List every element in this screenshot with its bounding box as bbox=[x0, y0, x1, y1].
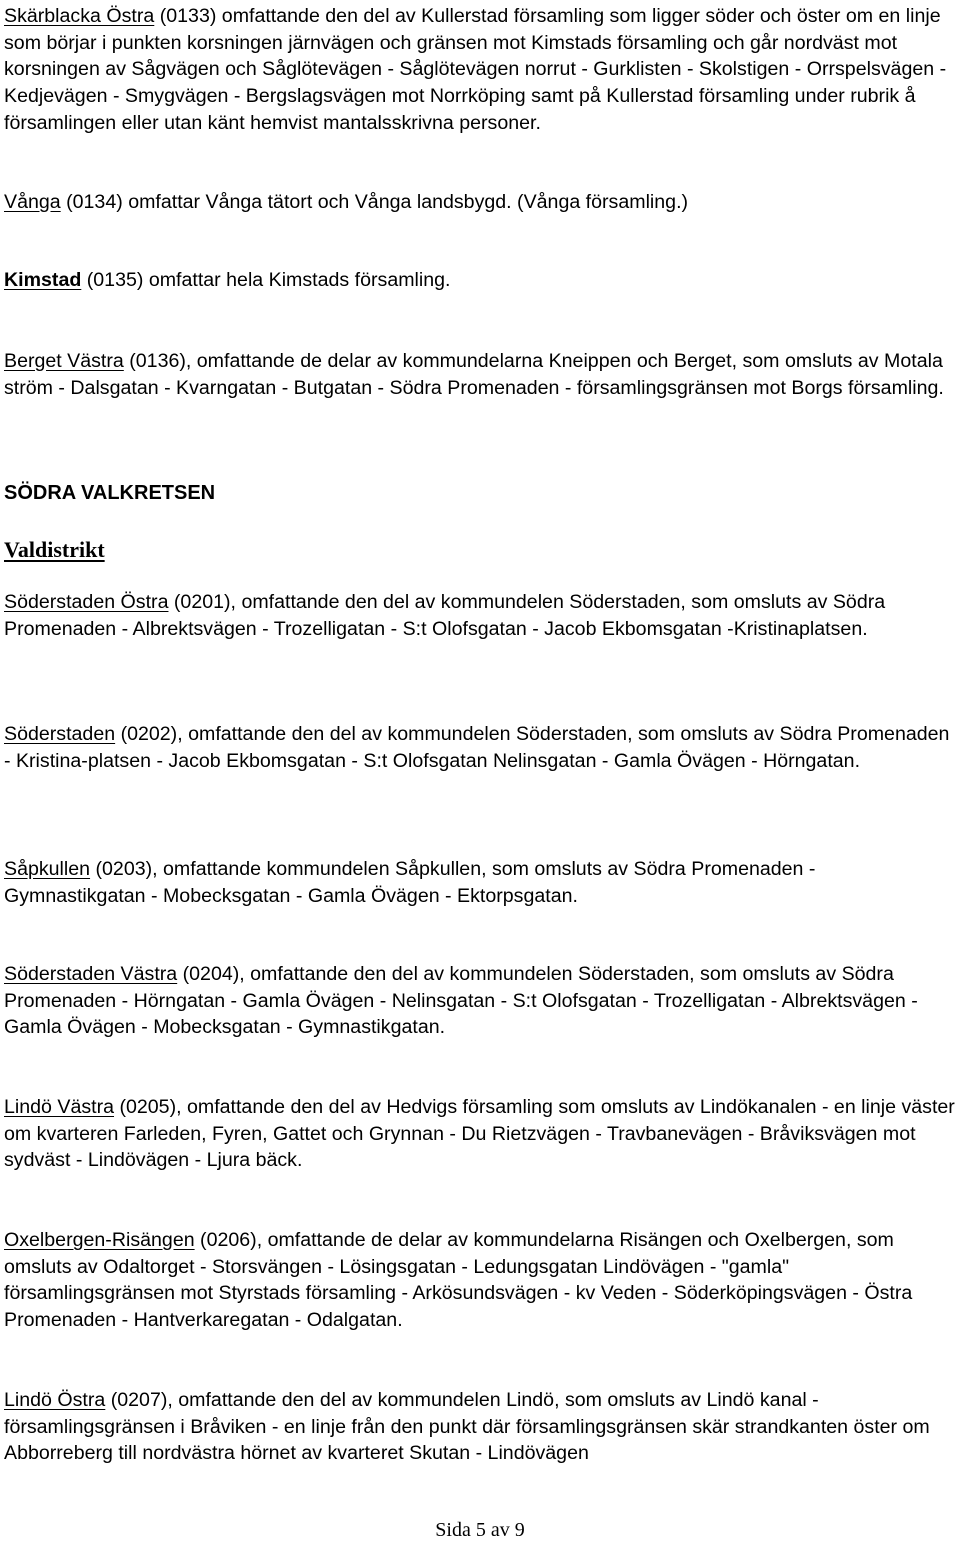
entry-vanga bbox=[4, 189, 956, 216]
page-footer: Sida 5 av 9 bbox=[435, 1519, 525, 1541]
sub-heading: Valdistrikt bbox=[4, 537, 105, 562]
district-0201 bbox=[4, 589, 956, 642]
entry-text: (0136), omfattande de delar av kommundelarna Kneippen och Berget, som omsluts av Motala ström - Dalsgatan - Kvarngatan - Butgatan - Södra Promenaden - församlingsgränsen mot Borgs församling. bbox=[4, 350, 944, 399]
entry-kimstad bbox=[4, 267, 956, 294]
district-text: (0207), omfattande den del av kommundelen Lindö, som omsluts av Lindö kanal - församlingsgränsen i Bråviken - en linje från den punkt där församlingsgränsen skär strandkanten öster om Abborreberg till nordvästra hörnet av kvarteret Skutan - Lindövägen bbox=[4, 1389, 930, 1465]
district-name: Såpkullen bbox=[4, 858, 91, 880]
district-text: (0204), omfattande den del av kommundelen Söderstaden, som omsluts av Södra Promenaden - Hörngatan - Gamla Övägen - Nelinsgatan - S:t Olofsgatan - Trozelligatan - Albrektsvägen - Gamla Övägen - Mobecksgatan - Gymnastikgatan. bbox=[4, 963, 918, 1039]
district-0206 bbox=[4, 1227, 956, 1334]
district-0204 bbox=[4, 961, 956, 1041]
district-name: Söderstaden Västra bbox=[4, 963, 178, 985]
district-name: Söderstaden Östra bbox=[4, 591, 169, 613]
entry-text: (0133) omfattande den del av Kullerstad församling som ligger söder och öster om en linje som börjar i punkten korsningen järnvägen och gränsen mot Kimstads församling och går nordväst mot korsningen av Sågvägen och Såglötevägen - Såglötevägen norrut - Gurklisten - Skolstigen - Orrspelsvägen - Kedjevägen - Smygvägen - Bergslagsvägen mot Norrköping samt på Kullerstad församling under rubrik å församlingen eller utan känt hemvist mantalsskrivna personer. bbox=[4, 5, 947, 134]
district-name: Lindö Östra bbox=[4, 1389, 106, 1411]
entry-text: (0134) omfattar Vånga tätort och Vånga landsbygd. (Vånga församling.) bbox=[60, 191, 689, 213]
entry-name: Skärblacka Östra bbox=[4, 5, 155, 27]
district-text: (0206), omfattande de delar av kommundelarna Risängen och Oxelbergen, som omsluts av Odaltorget - Storsvängen - Lösingsgatan - Ledungsgatan Lindövägen - "gamla" församlingsgränsen mot Styrstads församling - Arkösundsvägen - kv Veden - Söderköpingsvägen - Östra Promenaden - Hantverkaregatan - Odalgatan. bbox=[4, 1229, 913, 1332]
entry-name: Kimstad bbox=[4, 269, 82, 291]
district-0203 bbox=[4, 856, 956, 909]
entry-text: (0135) omfattar hela Kimstads församling. bbox=[81, 269, 451, 291]
district-text: (0205), omfattande den del av Hedvigs församling som omsluts av Lindökanalen - en linje väster om kvarteren Farleden, Fyren, Gattet och Grynnan - Du Rietzvägen - Travbanevägen - Bråviksvägen mot sydväst - Lindövägen - Ljura bäck. bbox=[4, 1096, 955, 1172]
district-name: Oxelbergen-Risängen bbox=[4, 1229, 195, 1251]
district-text: (0202), omfattande den del av kommundelen Söderstaden, som omsluts av Södra Promenaden - Kristina-platsen - Jacob Ekbomsgatan - S:t Olofsgatan Nelinsgatan - Gamla Övägen - Hörngatan. bbox=[4, 723, 950, 772]
district-0205 bbox=[4, 1094, 956, 1174]
district-name: Lindö Västra bbox=[4, 1096, 115, 1118]
entry-name: Vånga bbox=[4, 191, 61, 213]
district-text: (0201), omfattande den del av kommundelen Söderstaden, som omsluts av Södra Promenaden - Albrektsvägen - Trozelligatan - S:t Olofsgatan - Jacob Ekbomsgatan -Kristinaplatsen. bbox=[4, 591, 886, 640]
district-0202 bbox=[4, 721, 956, 774]
entry-name: Berget Västra bbox=[4, 350, 124, 372]
entry-berget-vastra bbox=[4, 348, 956, 401]
entry-skarblacka-ostra bbox=[4, 3, 956, 137]
district-text: (0203), omfattande kommundelen Såpkullen, som omsluts av Södra Promenaden - Gymnastikgatan - Mobecksgatan - Gamla Övägen - Ektorpsgatan. bbox=[4, 858, 816, 907]
section-heading: SÖDRA VALKRETSEN bbox=[4, 482, 216, 504]
district-0207 bbox=[4, 1387, 956, 1467]
district-name: Söderstaden bbox=[4, 723, 116, 745]
